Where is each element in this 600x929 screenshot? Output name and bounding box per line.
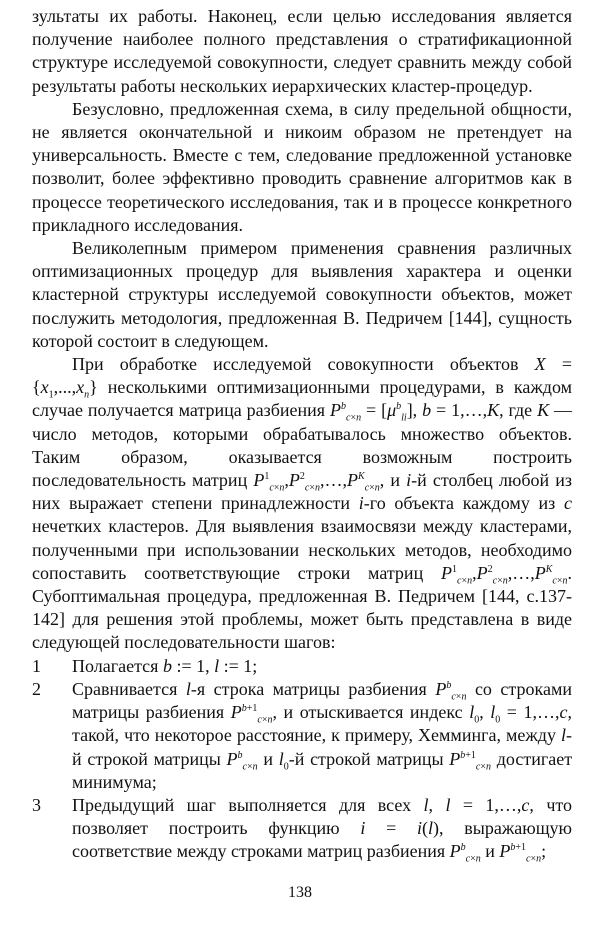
- p4-text-g: -го объекта каждому из: [363, 493, 556, 514]
- symbol-i-2: i: [358, 493, 364, 514]
- paragraph-2: Безусловно, предложенная схема, в силу предельной общности, не является окончательной и никоим образом не претендует на универсальность. Вместе с тем, следование предложенной установке позволит, более эффективно проводить сравнение алгоритмов как в процессе теоретического исследования, так и в процессе конкретного прикладного исследования.: [32, 98, 572, 235]
- step-2-text-g: и: [263, 748, 273, 769]
- symbol-l-2: l: [561, 725, 567, 746]
- body-text: [32, 5, 572, 864]
- formula-l0: $l_0$, $l_0$ = 1,…,c: [469, 702, 568, 726]
- formula-pb-3: $P^b_{c\times n}$: [449, 841, 481, 865]
- step-number: 1: [32, 655, 41, 676]
- symbol-k: K: [537, 400, 550, 421]
- paragraph-3: Великолепным примером применения сравнения различных оптимизационных процедур для выявления характера и оценки кластерной структуры исследуемой совокупности объектов, может послужить методология, предложенная В. Педричем [144], сущность которой состоит в следующем.: [32, 238, 572, 351]
- step-2-text-h: -й строкой матрицы: [288, 748, 444, 769]
- formula-pb1-2: $P^{b+1}_{c\times n}$: [449, 748, 492, 773]
- formula-pb1: $P^{b+1}_{c\times n}$: [230, 702, 273, 726]
- formula-partition-matrix: $P^b_{c\times n} = [\mu^b_{li}]$, b = 1,…,K: [330, 400, 500, 425]
- step-number: 2: [32, 678, 41, 699]
- p4-text-b: несколькими оптимизационными процедурами, в каждом случае получается матрица разбиения: [32, 377, 572, 421]
- step-2: [32, 678, 572, 794]
- symbol-l: l: [185, 678, 191, 699]
- formula-pb: $P^b_{c\times n}$: [435, 678, 467, 703]
- step-3: [32, 794, 572, 864]
- step-3-text-c: , выражающую соответствие между строками матриц разбиения: [72, 818, 573, 862]
- symbol-c: c: [564, 493, 572, 514]
- formula-l-range: l, l = 1,…,c: [423, 794, 530, 815]
- step-number: 3: [32, 794, 41, 815]
- step-3-text-b: , что позволяет построить функцию: [72, 794, 573, 839]
- symbol-i: i: [406, 470, 412, 491]
- formula-x-set: X: [534, 354, 546, 375]
- p4-text-a: При обработке исследуемой совокупности объектов: [72, 354, 519, 375]
- page-number: 138: [288, 884, 312, 901]
- paragraph-1: зультаты их работы. Наконец, если целью исследования является получение наиболее полного представления о стратификационной структуре исследуемой совокупности, следует сравнить между собой результаты работы нескольких иерархических кластер-процедур.: [32, 6, 572, 96]
- step-3-text-a: Предыдущий шаг выполняется для всех: [72, 794, 412, 815]
- step-2-text-i: достигает минимума;: [72, 748, 573, 792]
- p4-text-h: нечетких кластеров. Для выявления взаимосвязи между кластерами, полученными при использовании нескольких методов, необходимо сопоставить соответствующие строки матриц: [32, 516, 572, 583]
- p4-text-i: . Субоптимальная процедура, предложенная В. Педричем [144, с.137-142] для решения этой проблемы, может быть представлена в виде следующей последовательности шагов:: [32, 562, 572, 653]
- step-3-text-d: и: [485, 841, 495, 862]
- step-2-text-d: , и отыскивается индекс: [272, 702, 463, 723]
- formula-pb1-3: $P^{b+1}_{c\times n}$;: [499, 841, 547, 865]
- p4-text-c: , где: [499, 400, 533, 421]
- step-2-text-e: , такой, что некоторое расстояние, к примеру, Хемминга, между: [72, 702, 573, 746]
- p4-text-f: -й столбец любой из них выражает степени принадлежности: [32, 470, 573, 514]
- formula-pb-2: $P^b_{c\times n}$: [226, 748, 258, 773]
- formula-matrix-sequence: $P^1_{c\times n},P^2_{c\times n},\dots,P^K_{c\times n}$: [253, 470, 380, 494]
- step-2-text-b: -я строка матрицы разбиения: [190, 678, 427, 699]
- paragraph-4: При обработке исследуемой совокупности объектов $X = \{x_1,...,x_n\}$ несколькими оптимизационными процедурами, в каждом случае получается матрица разбиения $P^b_{c\times n} = [\mu^b_{li}]$, b = 1,…,K, где K — число методов, которыми обрабатывалось множество объектов. Таким образом, оказывается возможным построить последовательность матриц $P^1_{c\times n},P^2_{c\times n},\dots,P^K_{c\times n}$, и i-й столбец любой из них выражает степени принадлежности i-го объекта каждому из c нечетких кластеров. Для выявления взаимосвязи между кластерами, полученными при использовании нескольких методов, необходимо сопоставить соответствующие строки матриц $P^1_{c\times n},P^2_{c\times n},\dots,P^K_{c\times n}$. Субоптимальная процедура, предложенная В. Педричем [144, с.137-142] для решения этой проблемы, может быть представлена в виде следующей последовательности шагов:: [32, 354, 573, 653]
- step-1-text-a: Полагается: [72, 655, 159, 676]
- formula-l0-2: $l_0$: [278, 748, 289, 773]
- formula-init: b := 1, l := 1;: [162, 655, 258, 676]
- formula-function: i = i(l): [360, 818, 440, 839]
- step-2-text-a: Сравнивается: [72, 678, 178, 699]
- formula-matrix-sequence-2: $P^1_{c\times n},P^2_{c\times n},\dots,P^K_{c\times n}$: [441, 562, 568, 587]
- step-2-text-c: со строками матрицы разбиения: [72, 678, 572, 723]
- p4-text-d: — число методов, которыми обрабатывалось множество объектов. Таким образом, оказывается возможным построить последовательность матриц: [32, 400, 573, 491]
- p4-text-e: , и: [379, 470, 401, 491]
- step-2-text-f: -й строкой матрицы: [72, 725, 573, 769]
- step-1: [32, 655, 572, 678]
